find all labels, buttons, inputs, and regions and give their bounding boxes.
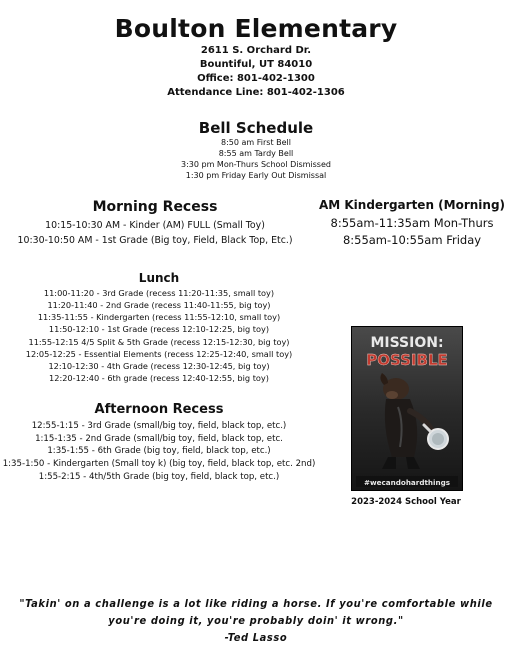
office-phone: Office: 801-402-1300 bbox=[197, 73, 315, 84]
bell-item: 3:30 pm Mon-Thurs School Dismissed bbox=[181, 160, 331, 169]
lunch-item: 11:20-11:40 - 2nd Grade (recess 11:40-11:55, big toy) bbox=[47, 300, 271, 310]
lunch-item: 12:20-12:40 - 6th grade (recess 12:40-12:55, big toy) bbox=[49, 373, 269, 383]
afternoon-recess-item: 1:35-1:55 - 6th Grade (big toy, field, black top, etc.) bbox=[47, 446, 271, 456]
attendance-phone: Attendance Line: 801-402-1306 bbox=[167, 87, 345, 98]
quote-line-2: you're doing it, you're probably doin' it wrong." bbox=[108, 614, 404, 627]
am-kindergarten-title: AM Kindergarten (Morning) bbox=[318, 198, 506, 212]
poster-hashtag: #wecandohardthings bbox=[363, 478, 451, 487]
mission-possible-poster bbox=[351, 326, 463, 491]
morning-recess-item: 10:30-10:50 AM - 1st Grade (Big toy, Field, Black Top, Etc.) bbox=[17, 235, 293, 246]
address-line-2: Bountiful, UT 84010 bbox=[199, 59, 313, 70]
poster-caption: 2023-2024 School Year bbox=[351, 497, 461, 507]
lunch-item: 11:00-11:20 - 3rd Grade (recess 11:20-11:35, small toy) bbox=[43, 288, 275, 298]
poster-mission-text: MISSION: bbox=[370, 335, 444, 351]
afternoon-recess-title: Afternoon Recess bbox=[94, 402, 224, 417]
address-line-1: 2611 S. Orchard Dr. bbox=[200, 45, 312, 56]
lunch-item: 11:55-12:15 4/5 Split & 5th Grade (recess 12:15-12:30, big toy) bbox=[28, 337, 290, 347]
bell-item: 1:30 pm Friday Early Out Dismissal bbox=[185, 171, 327, 180]
bell-item: 8:50 am First Bell bbox=[221, 138, 291, 147]
lunch-item: 11:35-11:55 - Kindergarten (recess 11:55-12:10, small toy) bbox=[37, 312, 281, 322]
quote-attribution: -Ted Lasso bbox=[224, 631, 288, 644]
am-kindergarten-item: 8:55am-10:55am Friday bbox=[342, 233, 482, 247]
afternoon-recess-item: 1:35-1:50 - Kindergarten (Small toy k) (big toy, field, black top, etc. 2nd) bbox=[2, 459, 316, 469]
lunch-item: 12:10-12:30 - 4th Grade (recess 12:30-12:45, big toy) bbox=[48, 361, 270, 371]
afternoon-recess-item: 12:55-1:15 - 3rd Grade (small/big toy, field, black top, etc.) bbox=[31, 421, 287, 431]
bell-item: 8:55 am Tardy Bell bbox=[218, 149, 294, 158]
poster-possible-text: POSSIBLE bbox=[366, 351, 448, 369]
bell-schedule-title: Bell Schedule bbox=[198, 119, 314, 137]
am-kindergarten-item: 8:55am-11:35am Mon-Thurs bbox=[330, 216, 494, 230]
morning-recess-item: 10:15-10:30 AM - Kinder (AM) FULL (Small Toy) bbox=[45, 220, 265, 231]
quote-line-1: "Takin' on a challenge is a lot like riding a horse. If you're comfortable while bbox=[19, 597, 493, 610]
lunch-item: 12:05-12:25 - Essential Elements (recess 12:25-12:40, small toy) bbox=[25, 349, 293, 359]
morning-recess-title: Morning Recess bbox=[92, 199, 218, 215]
school-name: Boulton Elementary bbox=[114, 14, 398, 43]
lunch-title: Lunch bbox=[138, 271, 180, 285]
afternoon-recess-item: 1:55-2:15 - 4th/5th Grade (big toy, field, black top, etc.) bbox=[38, 472, 280, 482]
poster-artwork bbox=[352, 327, 462, 490]
afternoon-recess-item: 1:15-1:35 - 2nd Grade (small/big toy, field, black top, etc. bbox=[35, 434, 283, 444]
lunch-item: 11:50-12:10 - 1st Grade (recess 12:10-12:25, big toy) bbox=[48, 324, 270, 334]
